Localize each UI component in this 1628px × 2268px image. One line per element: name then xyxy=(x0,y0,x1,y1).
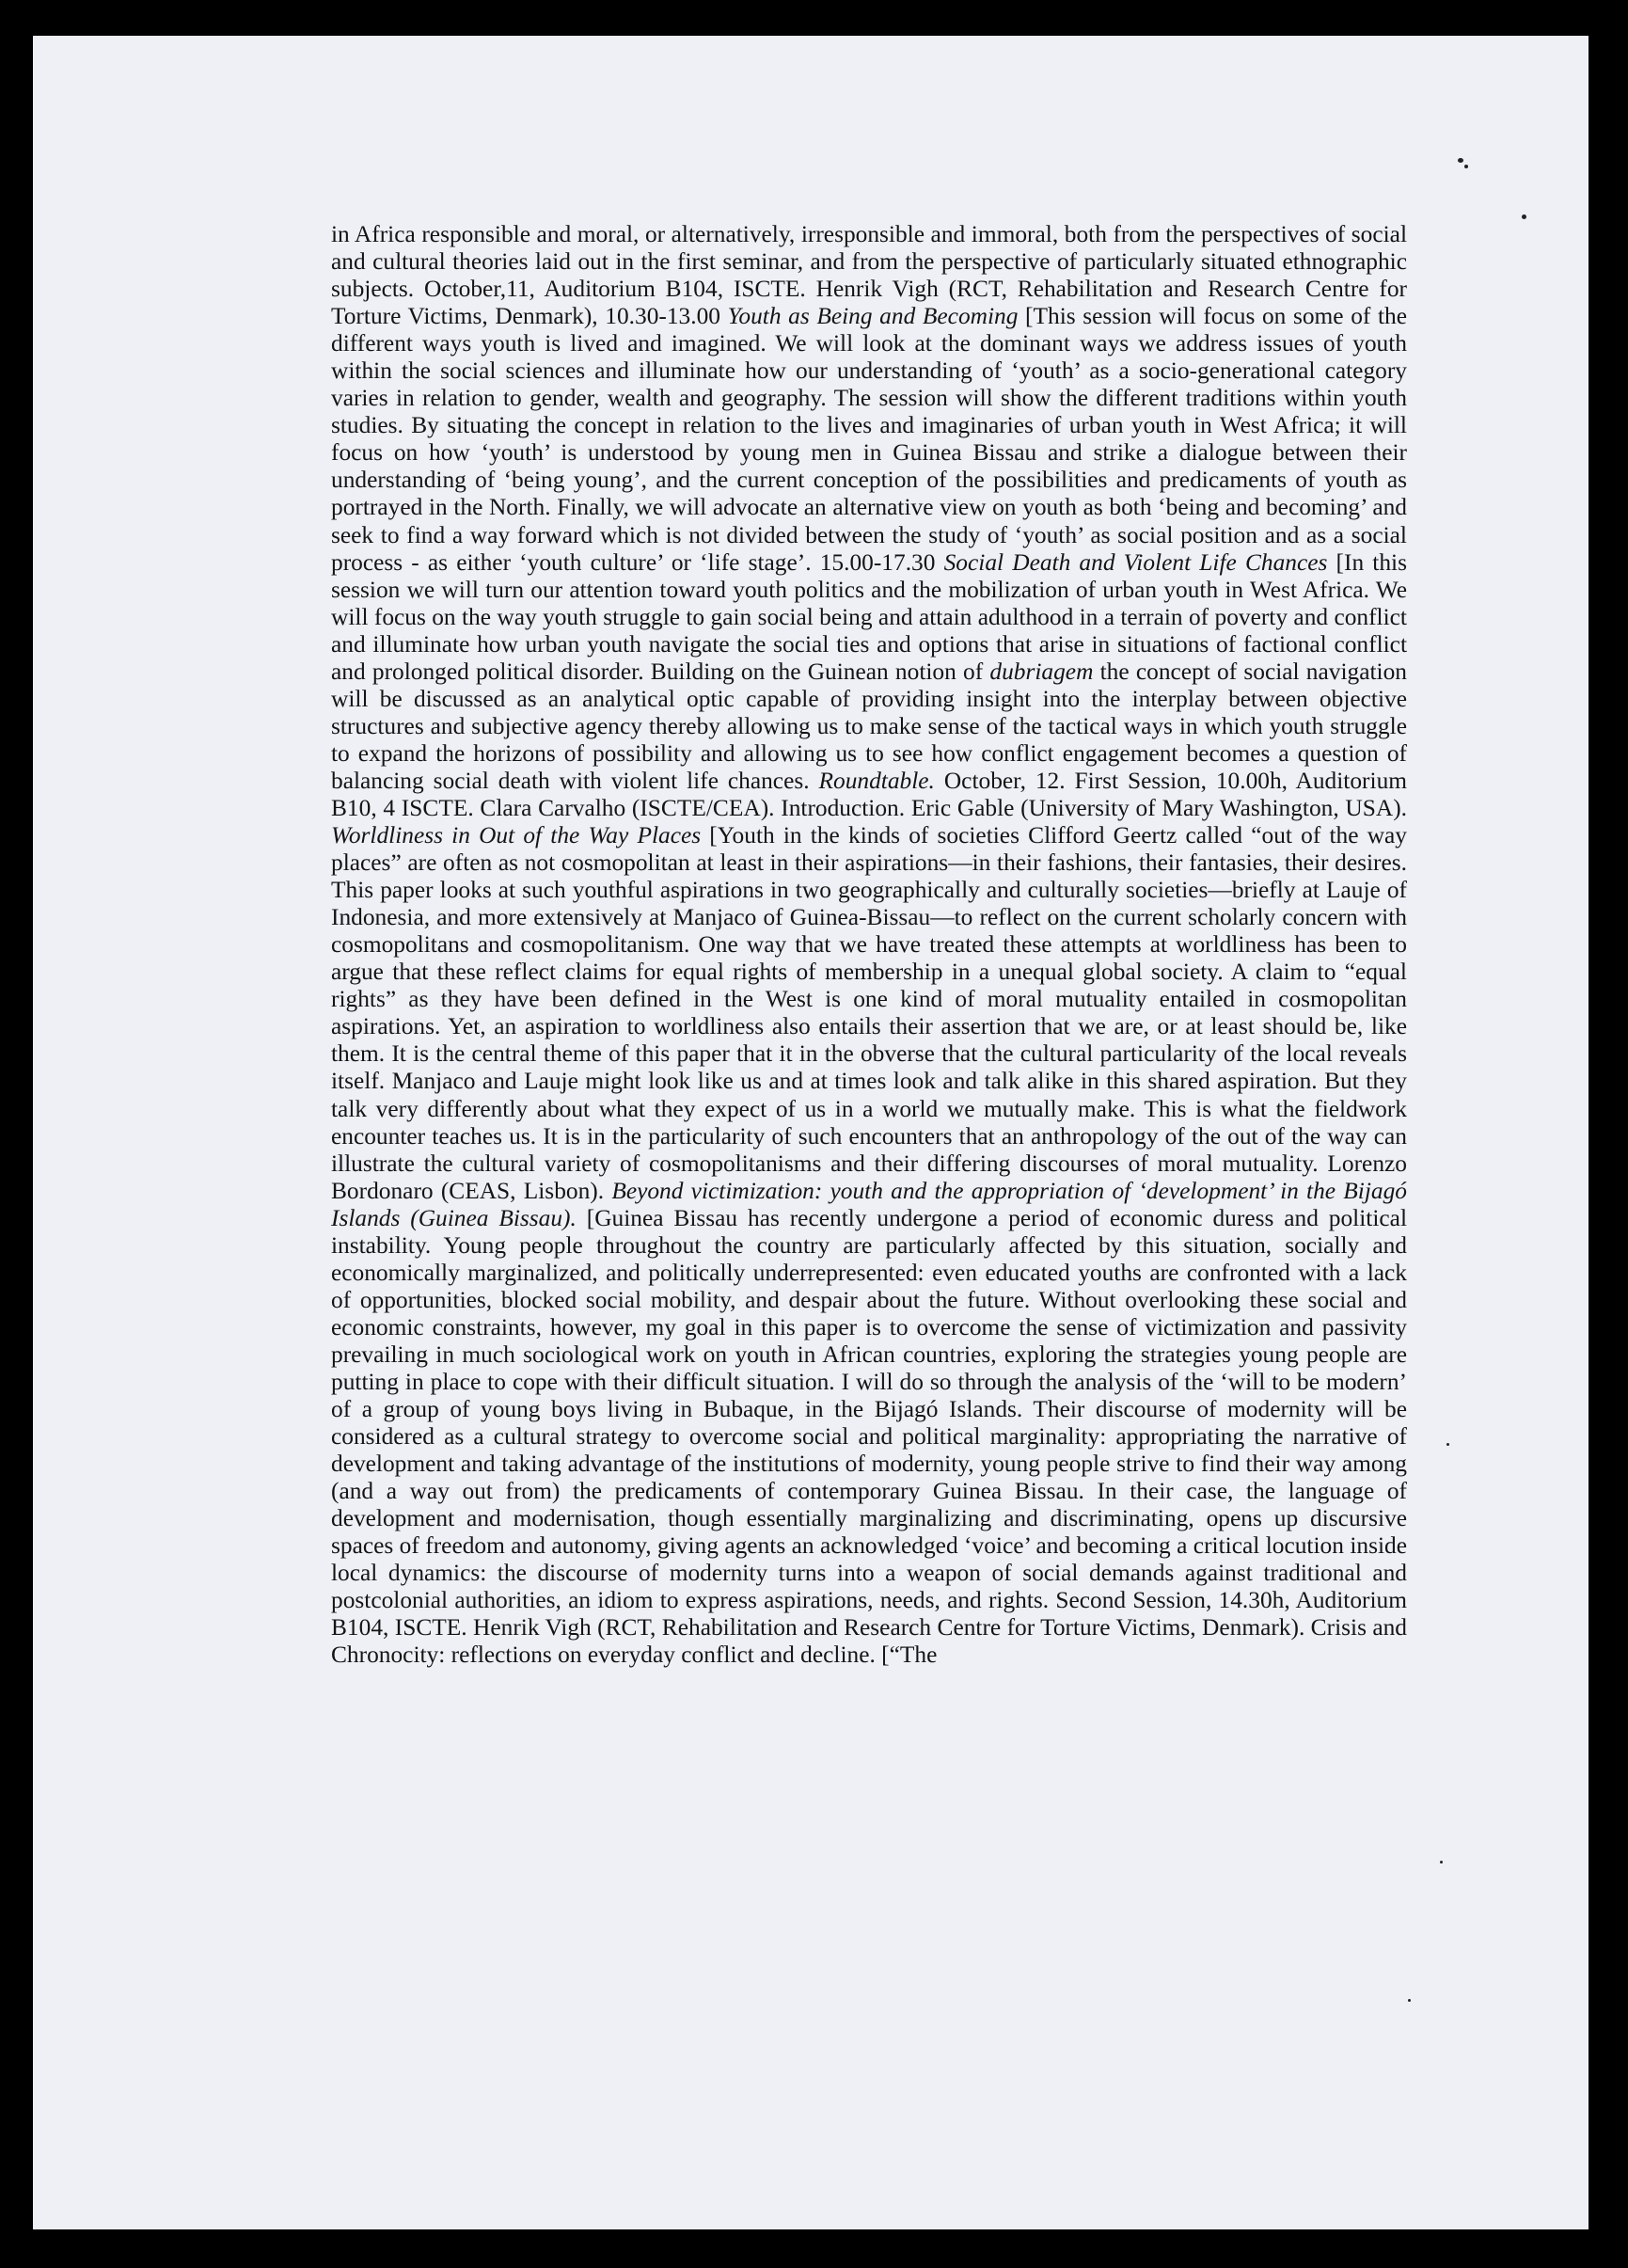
italic-title-run: dubriagem xyxy=(989,658,1094,685)
scan-speck xyxy=(1408,1999,1411,2002)
italic-title-run: Youth as Being and Becoming xyxy=(727,303,1019,330)
text-run: [This session will focus on some of the different ways youth is lived and imagined. We will look at the dominant ways we address issues of youth within the social sciences and illuminate how our understanding of ‘youth’ as a socio-generational category varies in relation to gender, wealth and geography. The session will show the different traditions within youth studies. By situating the concept in relation to the lives and imaginaries of urban youth in West Africa; it will focus on how ‘youth’ is understood by young men in Guinea Bissau and strike a dialogue between their understanding of ‘being young’, and the current conception of the possibilities and predicaments of youth as portrayed in the North. Finally, we will advocate an alternative view on youth as both ‘being and becoming’ and seek to find a way forward which is not divided between the study of ‘youth’ as social position and as a social process - as either ‘youth culture’ or ‘life stage’. 15.00-17.30 xyxy=(331,303,1407,576)
scan-speck xyxy=(1458,158,1463,163)
text-run: the concept of social navigation will be discussed as an analytical optic capable of providing insight into the interplay between objective structures and subjective agency thereby allowing us to make sense of the tactical ways in which youth struggle to expand the horizons of possibility and allowing us to see how conflict engagement becomes a question of balancing social death with violent life chances. xyxy=(331,658,1407,794)
italic-title-run: Beyond victimization: youth and the appropriation of ‘development’ in the Bijagó Islands (Guinea Bissau). xyxy=(331,1177,1407,1231)
text-run: [Youth in the kinds of societies Clifford Geertz called “out of the way places” are often as not cosmopolitan at least in their aspirations—in their fashions, their fantasies, their desires. This paper looks at such youthful aspirations in two geographically and culturally societies—briefly at Lauje of Indonesia, and more extensively at Manjaco of Guinea-Bissau—to reflect on the current scholarly concern with cosmopolitans and cosmopolitanism. One way that we have treated these attempts at worldliness has been to argue that these reflect claims for equal rights of membership in a unequal global society. A claim to “equal rights” as they have been defined in the West is one kind of moral mutuality entailed in cosmopolitan aspirations. Yet, an aspiration to worldliness also entails their assertion that we are, or at least should be, like them. It is the central theme of this paper that it in the obverse that the cultural particularity of the local reveals itself. Manjaco and Lauje might look like us and at times look and talk alike in this shared aspiration. But they talk very differently about what they expect of us in a world we mutually make. This is what the fieldwork encounter teaches us. It is in the particularity of such encounters that an anthropology of the out of the way can illustrate the cultural variety of cosmopolitanisms and their differing discourses of moral mutuality. Lorenzo Bordonaro (CEAS, Lisbon). xyxy=(331,822,1407,1204)
text-run: October, 12. First Session, 10.00h, Auditorium B10, 4 ISCTE. Clara Carvalho (ISCTE/CEA). Introduction. Eric Gable (University of Mary Washington, USA). xyxy=(331,767,1408,821)
italic-title-run: Worldliness in Out of the Way Places xyxy=(331,822,702,849)
scan-speck xyxy=(1522,214,1526,219)
text-run: in Africa responsible and moral, or alternatively, irresponsible and immoral, both from the perspectives of social and cultural theories laid out in the first seminar, and from the perspective of particularly situated ethnographic subjects. October,11, Auditorium B104, ISCTE. Henrik Vigh (RCT, Rehabilitation and Research Centre for Torture Victims, Denmark), 10.30-13.00 xyxy=(331,221,1407,330)
scan-speck xyxy=(1464,165,1468,168)
text-run: [Guinea Bissau has recently undergone a period of economic duress and political instability. Young people throughout the country are particularly affected by this situation, socially and economically marginalized, and politically underrepresented: even educated youths are confronted with a lack of opportunities, blocked social mobility, and despair about the future. Without overlooking these social and economic constraints, however, my goal in this paper is to overcome the sense of victimization and passivity prevailing in much sociological work on youth in African countries, exploring the strategies young people are putting in place to cope with their difficult situation. I will do so through the analysis of the ‘will to be modern’ of a group of young boys living in Bubaque, in the Bijagó Islands. Their discourse of modernity will be considered as a cultural strategy to overcome social and political marginality: appropriating the narrative of development and taking advantage of the institutions of modernity, young people strive to find their way among (and a way out from) the predicaments of contemporary Guinea Bissau. In their case, the language of development and modernisation, though essentially marginalizing and discriminating, opens up discursive spaces of freedom and autonomy, giving agents an acknowledged ‘voice’ and becoming a critical locution inside local dynamics: the discourse of modernity turns into a weapon of social demands against traditional and postcolonial authorities, an idiom to express aspirations, needs, and rights. Second Session, 14.30h, Auditorium B104, ISCTE. Henrik Vigh (RCT, Rehabilitation and Research Centre for Torture Victims, Denmark). Crisis and Chronocity: reflections on everyday conflict and decline. [“The xyxy=(331,1204,1407,1669)
body-paragraph xyxy=(331,221,1407,1669)
document-page xyxy=(33,36,1588,2229)
text-run: [In this session we will turn our attention toward youth politics and the mobilization of urban youth in West Africa. We will focus on the way youth struggle to gain social being and attain adulthood in a terrain of poverty and conflict and illuminate how urban youth navigate the social ties and options that arise in situations of factional conflict and prolonged political disorder. Building on the Guinean notion of xyxy=(331,548,1407,685)
scan-speck xyxy=(1440,1861,1443,1864)
scan-speck xyxy=(1446,1443,1449,1446)
italic-title-run: Roundtable. xyxy=(818,767,935,794)
italic-title-run: Social Death and Violent Life Chances xyxy=(943,548,1328,576)
